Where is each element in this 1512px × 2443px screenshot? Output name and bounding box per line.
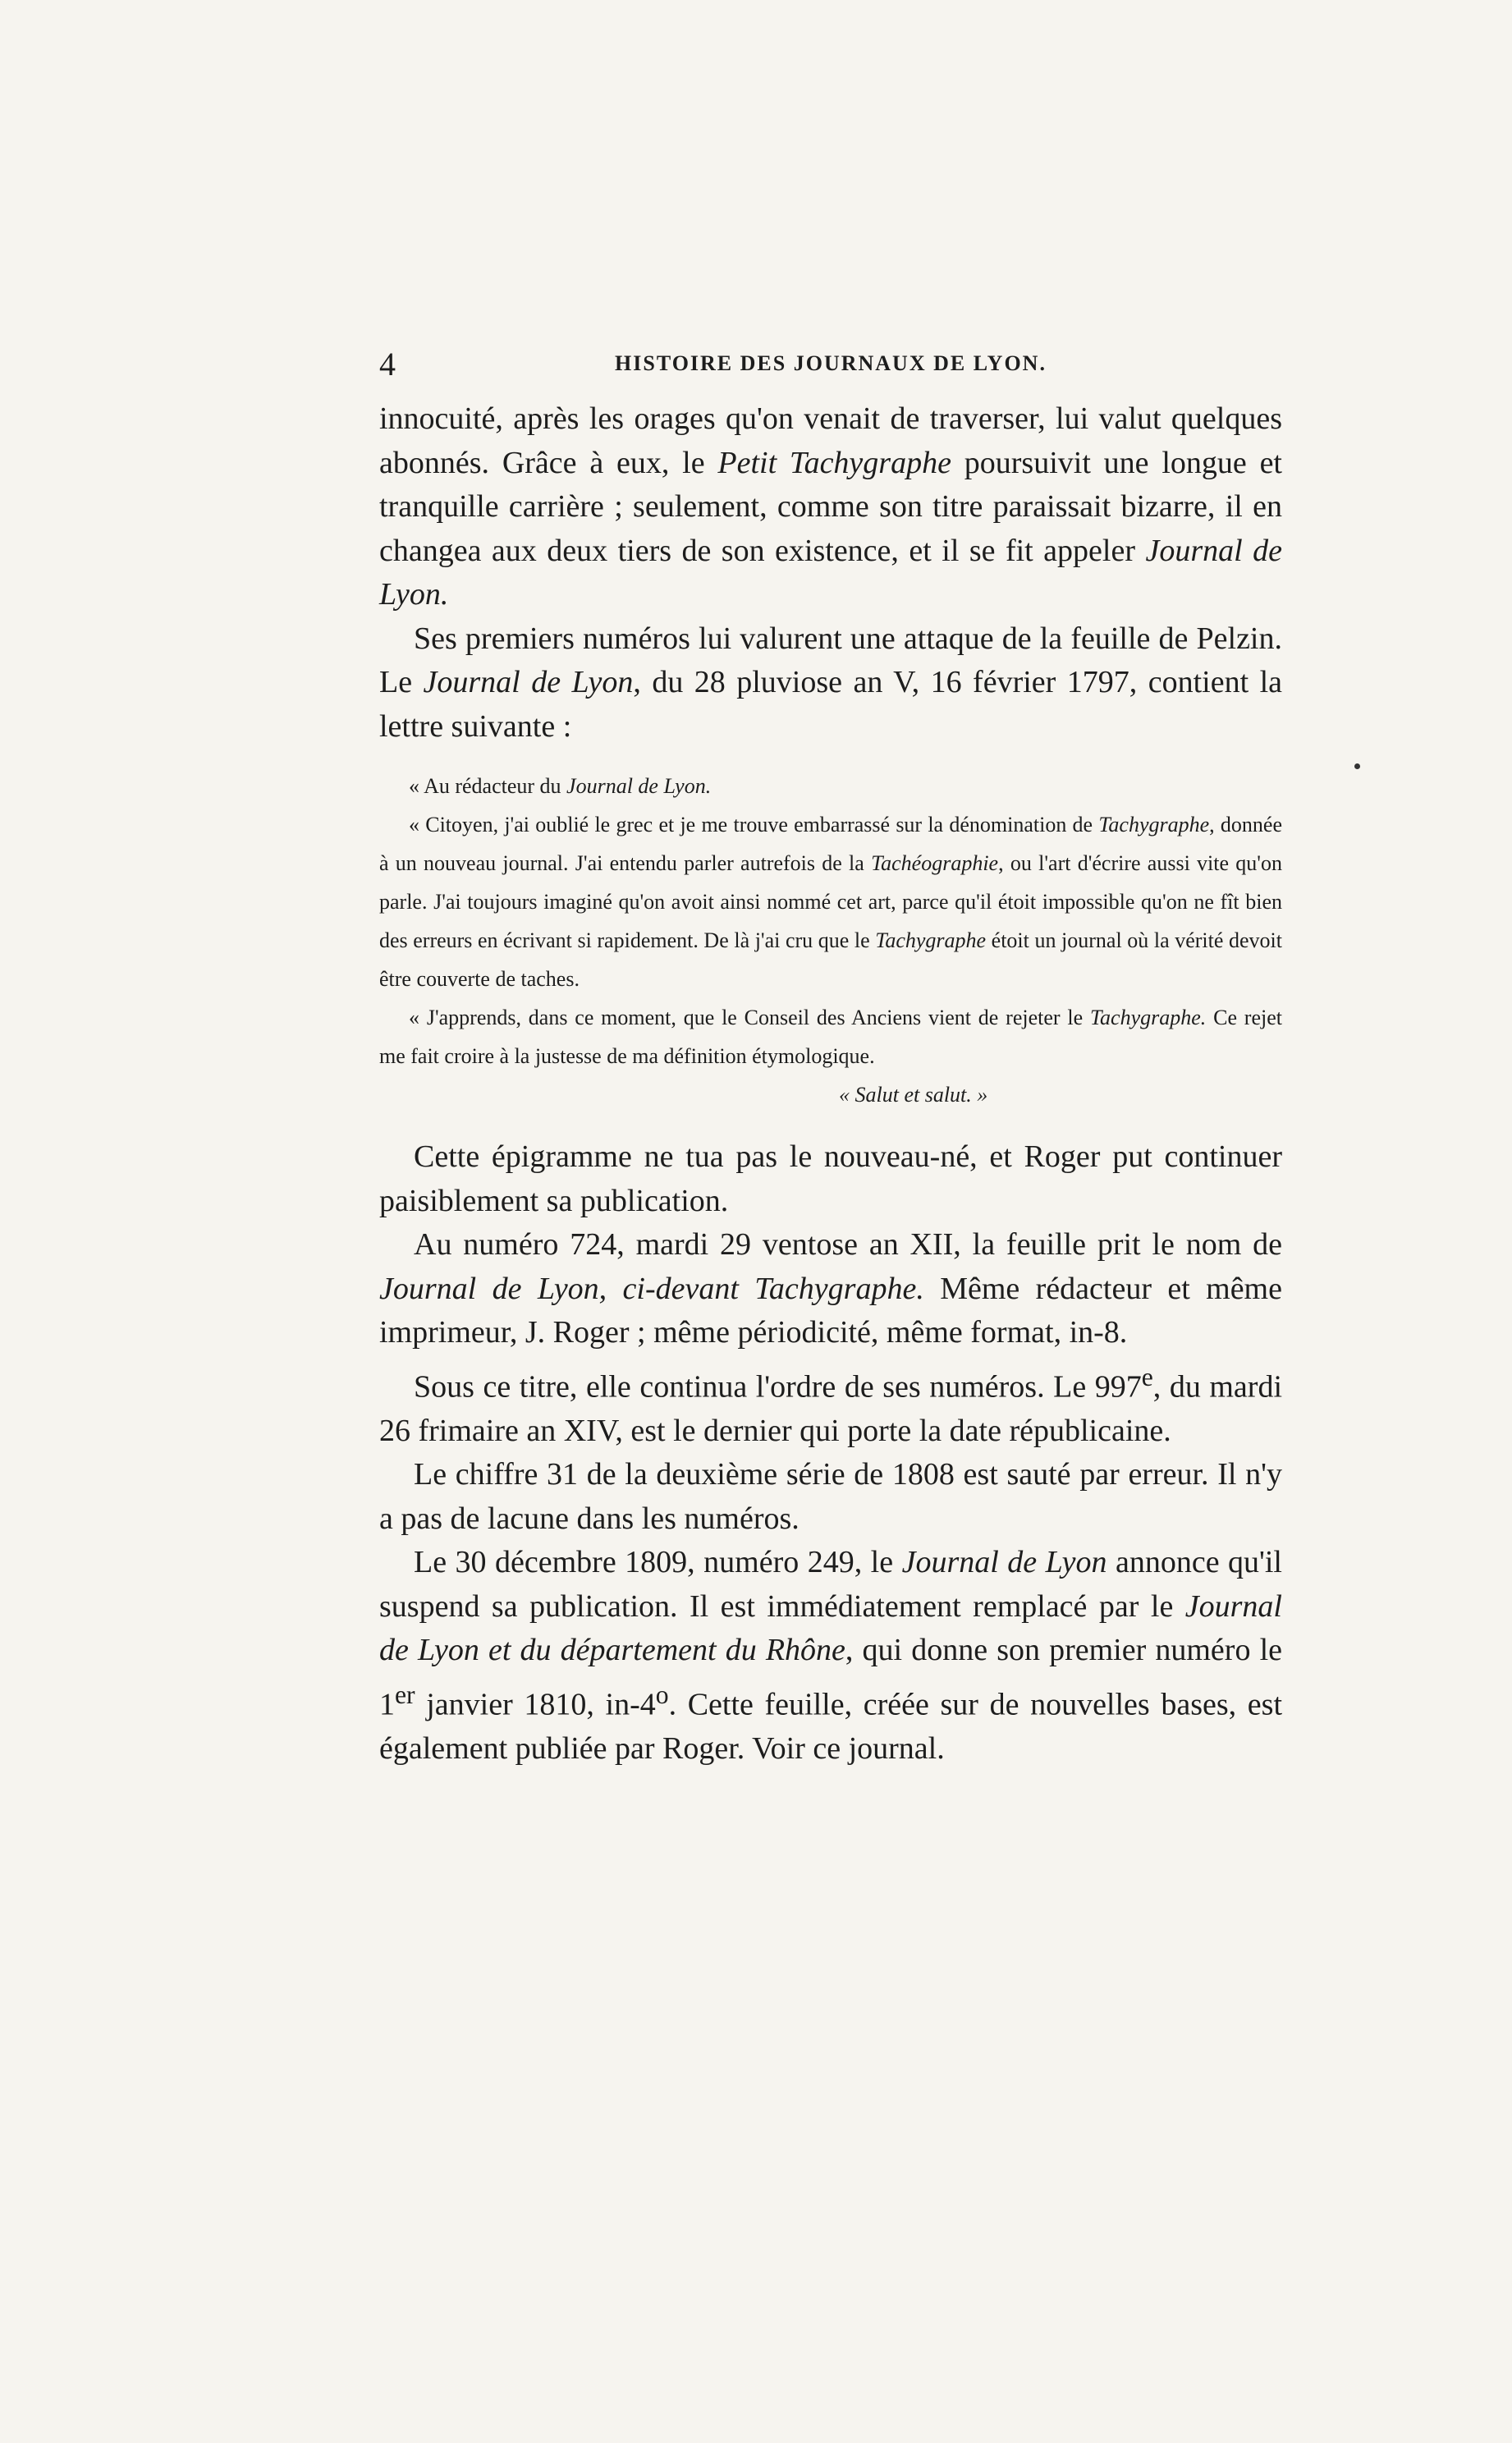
- quote-signature: « Salut et salut. »: [839, 1083, 988, 1107]
- paragraph-7: Le 30 décembre 1809, numéro 249, le Journal de Lyon annonce qu'il suspend sa publication. Il est immédiatement remplacé par le Journal de Lyon et du département du Rhône, qui donne son premier numéro le 1er janvier 1810, in-4$^o$. Cette feuille, créée sur de nouvelles bases, est également publiée par Roger. Voir ce journal.: [379, 1545, 1283, 1766]
- paragraph-6: Le chiffre 31 de la deuxième série de 1808 est sauté par erreur. Il n'y a pas de lacune dans les numéros.: [379, 1457, 1282, 1536]
- page-number: 4: [379, 346, 396, 383]
- paragraph-2: Ses premiers numéros lui valurent une attaque de la feuille de Pelzin. Le Journal de Lyon, du 28 pluviose an V, 16 février 1797, contient la lettre suivante :: [379, 621, 1282, 744]
- quote-salutation: « Au rédacteur du Journal de Lyon.: [409, 774, 712, 798]
- quote-paragraph-1: « Citoyen, j'ai oublié le grec et je me trouve embarrassé sur la dénomination de Tachygraphe, donnée à un nouveau journal. J'ai entendu parler autrefois de la Tachéographie, ou l'art d'écrire aussi vite qu'on parle. J'ai toujours imaginé qu'on avoit ainsi nommé cet art, parce qu'il étoit impossible qu'on ne fît bien des erreurs en écrivant si rapidement. De là j'ai cru que le Tachygraphe étoit un journal où la vérité devoit être couverte de taches.: [379, 813, 1282, 991]
- paragraph-1: innocuité, après les orages qu'on venait de traverser, lui valut quelques abonnés. Grâce à eux, le Petit Tachygraphe poursuivit une longue et tranquille carrière ; seulement, comme son titre paraissait bizarre, il en changea aux deux tiers de son existence, et il se fit appeler Journal de Lyon.: [379, 401, 1283, 612]
- stray-ink-dot: [1354, 763, 1360, 769]
- running-head: [379, 345, 1282, 394]
- paragraph-4: Au numéro 724, mardi 29 ventose an XII, la feuille prit le nom de Journal de Lyon, ci-devant Tachygraphe. Même rédacteur et même imprimeur, J. Roger ; même périodicité, même format, in-8.: [379, 1227, 1282, 1350]
- book-page: [379, 345, 1282, 1771]
- quote-paragraph-2: « J'apprends, dans ce moment, que le Conseil des Anciens vient de rejeter le Tachygraphe. Ce rejet me fait croire à la justesse de ma définition étymologique.: [379, 1006, 1282, 1068]
- paragraph-3: Cette épigramme ne tua pas le nouveau-né, et Roger put continuer paisiblement sa publication.: [379, 1139, 1282, 1218]
- running-title: HISTOIRE DES JOURNAUX DE LYON.: [615, 351, 1047, 375]
- quoted-letter: [379, 767, 1282, 1114]
- paragraph-5: Sous ce titre, elle continua l'ordre de ses numéros. Le 997e, du mardi 26 frimaire an XIV, est le dernier qui porte la date républicaine.: [379, 1362, 1283, 1448]
